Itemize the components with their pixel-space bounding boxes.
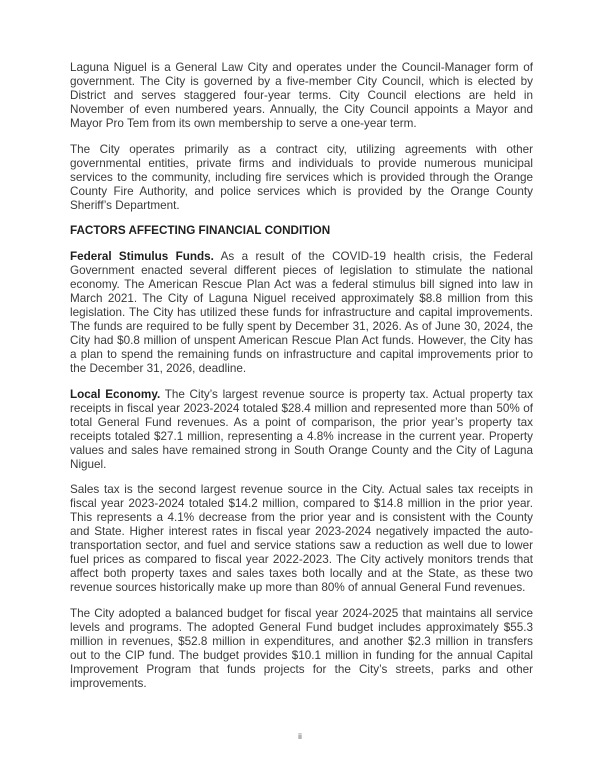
paragraph-contract-city: The City operates primarily as a contract city, utilizing agreements with other governmental entities, private firms and individuals to provide numerous municipal services to the community, including fire services which is provided through the Orange County Fire Authority, and police services which is provided by the Orange County Sheriff’s Department. xyxy=(70,142,533,212)
paragraph-sales-tax: Sales tax is the second largest revenue source in the City. Actual sales tax receipts in fiscal year 2023-2024 totaled $14.2 million, compared to $14.8 million in the prior year. This represents a 4.1% decrease from the prior year and is consistent with the County and State. Higher interest rates in fiscal year 2023-2024 negatively impacted the auto-transportation sector, and fuel and service stations saw a reduction as well due to lower fuel prices as compared to fiscal year 2022-2023. The City actively monitors trends that affect both property taxes and sales taxes both locally and at the State, as these two revenue sources historically make up more than 80% of annual General Fund revenues. xyxy=(70,483,533,594)
paragraph-adopted-budget: The City adopted a balanced budget for fiscal year 2024-2025 that maintains all service levels and programs. The adopted General Fund budget includes approximately $55.3 million in revenues, $52.8 million in expenditures, and another $2.3 million in transfers out to the CIP fund. The budget provides $10.1 million in funding for the annual Capital Improvement Program that funds projects for the City’s streets, parks and other improvements. xyxy=(70,606,533,690)
paragraph-lead-federal-stimulus-funds: Federal Stimulus Funds. xyxy=(70,250,214,263)
page-number: ii xyxy=(298,731,302,741)
paragraph-federal-stimulus-funds-text: As a result of the COVID-19 health crisis, the Federal Government enacted several different pieces of legislation to stimulate the national economy. The American Rescue Plan Act was a federal stimulus bill signed into law in March 2021. The City of Laguna Niguel received approximately $8.8 million from this legislation. The City has utilized these funds for infrastructure and capital improvements. The funds are required to be fully spent by December 31, 2026. As of June 30, 2024, the City had $0.8 million of unspent American Rescue Plan Act funds. However, the City has a plan to spend the remaining funds on infrastructure and capital improvements prior to the December 31, 2026, deadline. xyxy=(70,250,533,375)
paragraph-local-economy xyxy=(70,388,533,472)
paragraph-city-government: Laguna Niguel is a General Law City and operates under the Council-Manager form of government. The City is governed by a five-member City Council, which is elected by District and serves staggered four-year terms. City Council elections are held in November of even numbered years. Annually, the City Council appoints a Mayor and Mayor Pro Tem from its own membership to serve a one-year term. xyxy=(70,61,533,130)
paragraph-lead-local-economy: Local Economy. xyxy=(70,387,161,401)
paragraph-federal-stimulus-funds xyxy=(70,250,533,376)
paragraph-local-economy-text: The City’s largest revenue source is property tax. Actual property tax receipts in fiscal year 2023-2024 totaled $28.4 million and represented more than 50% of total General Fund revenues. As a point of comparison, the prior year’s property tax receipts totaled $27.1 million, representing a 4.8% increase in the current year. Property values and sales have remained strong in South Orange County and the City of Laguna Niguel. xyxy=(70,387,534,471)
section-heading-factors-affecting-financial-condition: FACTORS AFFECTING FINANCIAL CONDITION xyxy=(70,224,331,237)
document-body xyxy=(70,61,533,702)
